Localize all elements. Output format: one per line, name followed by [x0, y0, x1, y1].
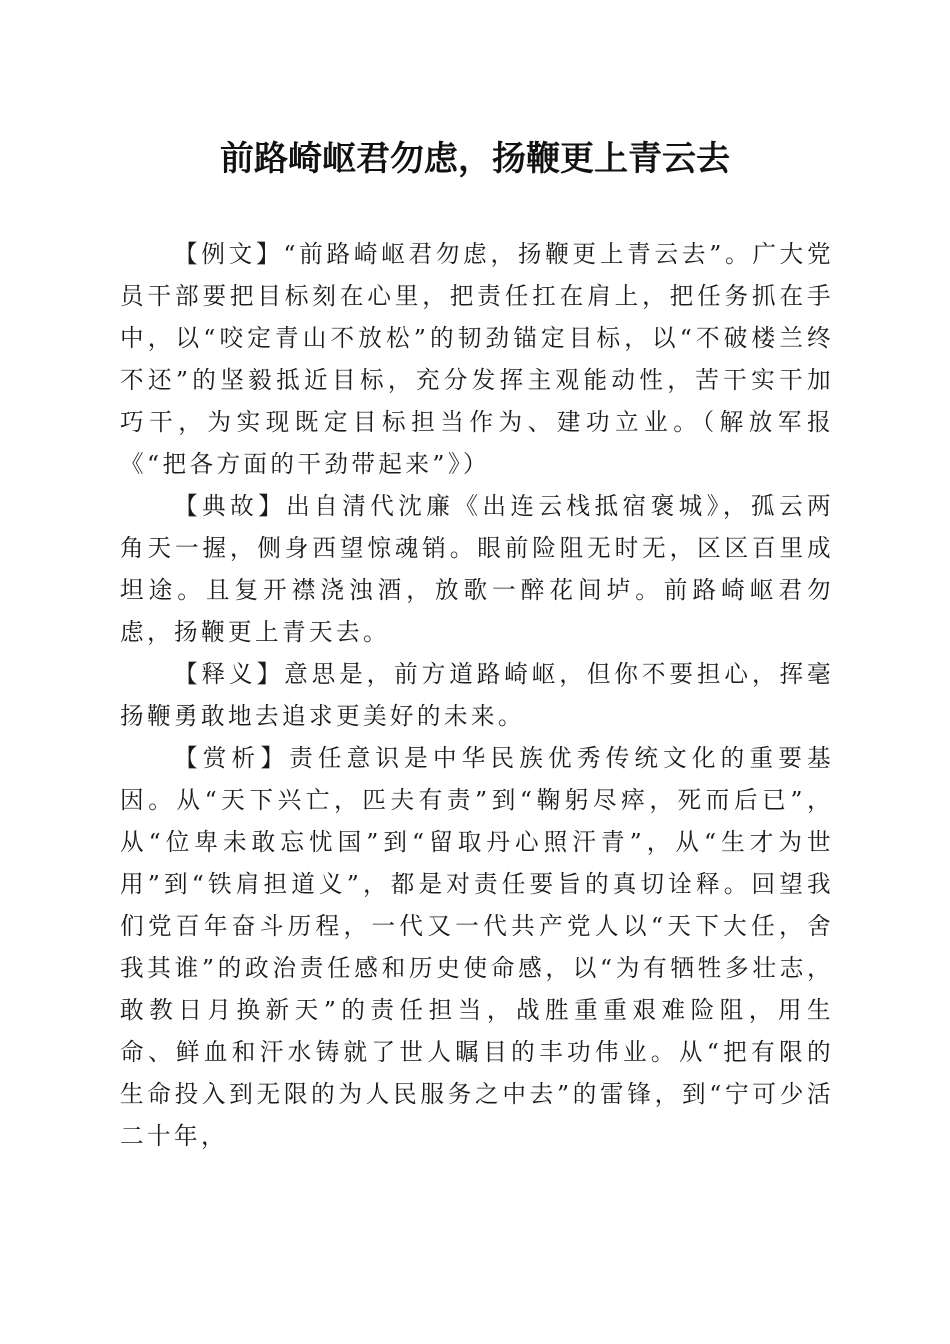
paragraph-appreciation: 【赏析】责任意识是中华民族优秀传统文化的重要基因。从“天下兴亡，匹夫有责”到“鞠躬尽瘁，死而后已”，从“位卑未敢忘忧国”到“留取丹心照汗青”，从“生才为世用”到“铁肩担道义”，都是对责任要旨的真切诠释。回望我们党百年奋斗历程，一代又一代共产党人以“天下大任，舍我其谁”的政治责任感和历史使命感，以“为有牺牲多壮志，敢教日月换新天”的责任担当，战胜重重艰难险阻，用生命、鲜血和汗水铸就了世人瞩目的丰功伟业。从“把有限的生命投入到无限的为人民服务之中去”的雷锋，到“宁可少活二十年，: [120, 744, 834, 1150]
page-title: 前路崎岖君勿虑，扬鞭更上青云去: [220, 139, 730, 179]
paragraph-example: 【例文】“前路崎岖君勿虑，扬鞭更上青云去”。广大党员干部要把目标刻在心里，把责任扛在肩上，把任务抓在手中，以“咬定青山不放松”的韧劲锚定目标，以“不破楼兰终不还”的坚毅抵近目标，充分发挥主观能动性，苦干实干加巧干，为实现既定目标担当作为、建功立业。（解放军报《“把各方面的干劲带起来”》）: [120, 240, 834, 478]
document-body: [120, 233, 834, 1157]
paragraph-meaning: 【释义】意思是，前方道路崎岖，但你不要担心，挥毫扬鞭勇敢地去追求更美好的未来。: [120, 660, 834, 730]
paragraph-allusion: 【典故】出自清代沈廉《出连云栈抵宿褒城》，孤云两角天一握，侧身西望惊魂销。眼前险阻无时无，区区百里成坦途。且复开襟浇浊酒，放歌一醉花间垆。前路崎岖君勿虑，扬鞭更上青天去。: [120, 492, 834, 646]
